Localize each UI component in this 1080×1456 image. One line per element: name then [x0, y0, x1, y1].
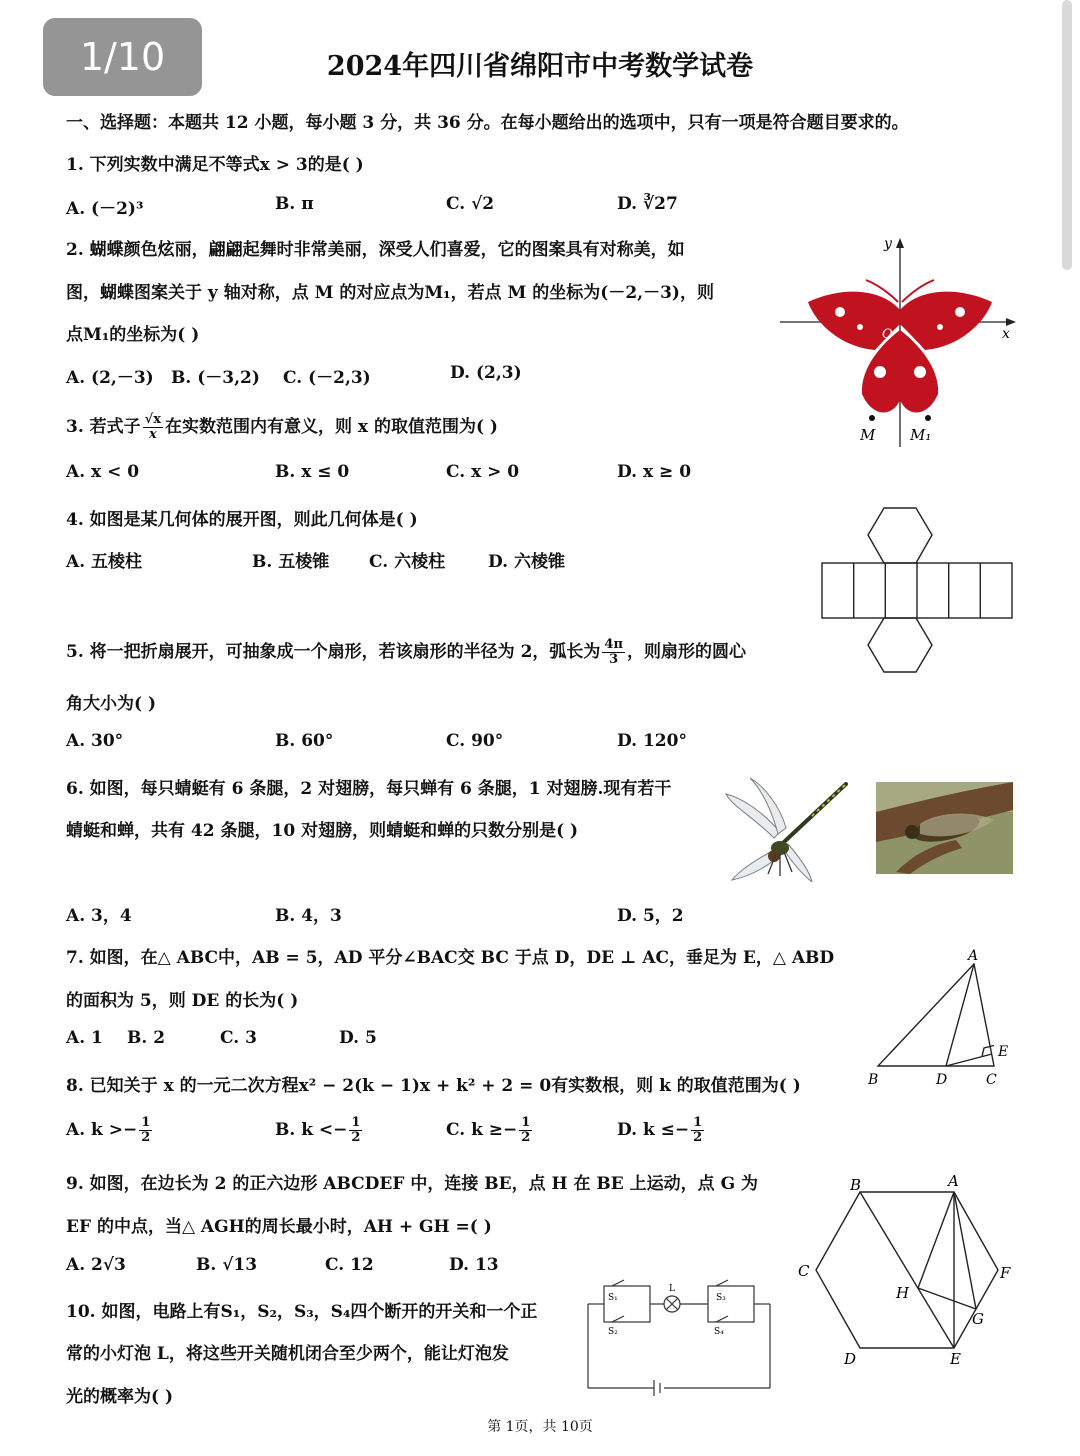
- fig7-label-d: D: [936, 1072, 948, 1088]
- q8-option-a-fraction: [139, 1116, 152, 1145]
- q4-option-c: C. 六棱柱: [369, 552, 446, 572]
- q7-option-b: B. 2: [127, 1028, 166, 1048]
- q5-option-d: D. 120°: [617, 731, 687, 751]
- q3-option-a: A. x < 0: [66, 462, 140, 482]
- q8-stem: 8. 已知关于 x 的一元二次方程x² − 2(k − 1)x + k² + 2 = 0有实数根，则 k 的取值范围为( ): [66, 1076, 801, 1096]
- fig9-label-e: E: [950, 1350, 961, 1368]
- q7-option-d: D. 5: [339, 1028, 377, 1048]
- q5-stem-a: 5. 将一把折扇展开，可抽象成一个扇形，若该扇形的半径为 2，弧长为: [66, 642, 601, 662]
- q8-option-a-den: 2: [141, 1130, 151, 1145]
- q3-fraction-num: √x: [144, 412, 161, 427]
- fig10-label-s4: S₄: [714, 1327, 724, 1337]
- q2-option-b: B. (－3,2): [171, 368, 260, 388]
- q8-option-a-num: 1: [141, 1115, 151, 1130]
- fig2-x-label: x: [1002, 326, 1010, 342]
- fig10-label-s1: S₁: [608, 1293, 618, 1303]
- fig7-label-c: C: [986, 1072, 997, 1088]
- fig2-m1-label: M₁: [910, 426, 932, 444]
- q2-option-a: A. (2,－3): [66, 368, 154, 388]
- q8-option-d-den: 2: [693, 1130, 703, 1145]
- q1-option-d: D. ∛27: [617, 194, 678, 214]
- q4-stem: 4. 如图是某几何体的展开图，则此几何体是( ): [66, 510, 418, 530]
- q9-option-b: B. √13: [196, 1255, 258, 1275]
- circuit-figure: [584, 1276, 774, 1396]
- page-title: 2024年四川省绵阳市中考数学试卷: [326, 51, 754, 82]
- fig2-m-label: M: [860, 426, 876, 444]
- q3-option-b: B. x ≤ 0: [275, 462, 350, 482]
- q4-option-d: D. 六棱锥: [488, 552, 565, 572]
- q1-option-c: C. √2: [446, 194, 495, 214]
- q9-option-c: C. 12: [325, 1255, 374, 1275]
- section-heading: 一、选择题：本题共 12 小题，每小题 3 分，共 36 分。在每小题给出的选项中，只有一项是符合题目要求的。: [66, 113, 909, 133]
- fig9-label-c: C: [798, 1262, 810, 1280]
- fig2-origin-label: O: [882, 327, 893, 342]
- q8-option-d-fraction: [691, 1116, 704, 1145]
- q3-option-d: D. x ≥ 0: [617, 462, 692, 482]
- q5-option-b: B. 60°: [275, 731, 334, 751]
- fig10-label-s2: S₂: [608, 1327, 618, 1337]
- fig9-label-a: A: [948, 1172, 959, 1190]
- q3-stem-a: 3. 若式子: [66, 417, 141, 437]
- q5-option-c: C. 90°: [446, 731, 504, 751]
- hexagon-figure: [790, 1168, 1020, 1368]
- q9-option-a: A. 2√3: [66, 1255, 126, 1275]
- q7-option-c: C. 3: [220, 1028, 257, 1048]
- fig9-label-g: G: [972, 1310, 984, 1328]
- page-indicator-badge: 1/10: [43, 18, 202, 96]
- q8-option-b-den: 2: [351, 1130, 361, 1145]
- fig2-y-label: y: [884, 236, 892, 252]
- q7-option-a: A. 1: [66, 1028, 103, 1048]
- q6-line-2: 蜻蜓和蝉，共有 42 条腿，10 对翅膀，则蜻蜓和蝉的只数分别是( ): [66, 821, 579, 841]
- q8-option-d: [617, 1116, 704, 1145]
- q7-line-1: 7. 如图，在△ ABC中，AB = 5，AD 平分∠BAC交 BC 于点 D，DE ⊥ AC，垂足为 E，△ ABD: [66, 948, 835, 968]
- fig10-label-s3: S₃: [716, 1293, 726, 1303]
- q9-option-d: D. 13: [449, 1255, 499, 1275]
- q1-option-a: A. (－2)³: [66, 199, 144, 219]
- q8-option-d-prefix: D. k ≤−: [617, 1120, 690, 1140]
- q5-fraction: [602, 638, 625, 667]
- q8-option-b-prefix: B. k <−: [275, 1120, 348, 1140]
- q10-line-1: 10. 如图，电路上有S₁，S₂，S₃，S₄四个断开的开关和一个正: [66, 1302, 538, 1322]
- q6-option-d: D. 5，2: [617, 906, 684, 926]
- q7-line-2: 的面积为 5，则 DE 的长为( ): [66, 991, 299, 1011]
- q9-line-2: EF 的中点，当△ AGH的周长最小时，AH + GH =( ): [66, 1217, 492, 1237]
- q2-option-c: C. (－2,3): [283, 368, 371, 388]
- q5-line-2: 角大小为( ): [66, 694, 157, 714]
- triangle-abc-figure: [860, 942, 1020, 1092]
- q4-option-a: A. 五棱柱: [66, 552, 143, 572]
- q10-line-3: 光的概率为( ): [66, 1387, 174, 1407]
- q8-option-c-prefix: C. k ≥−: [446, 1120, 518, 1140]
- prism-net-figure: [818, 502, 1018, 680]
- dragonfly-image: [722, 776, 852, 882]
- fig9-label-d: D: [844, 1350, 857, 1368]
- cicada-image: [876, 782, 1013, 874]
- q3-fraction: [143, 413, 163, 442]
- q5-stem-b: ，则扇形的圆心: [626, 642, 746, 662]
- q9-line-1: 9. 如图，在边长为 2 的正六边形 ABCDEF 中，连接 BE，点 H 在 BE 上运动，点 G 为: [66, 1174, 759, 1194]
- q8-option-c: [446, 1116, 532, 1145]
- q2-line-2: 图，蝴蝶图案关于 y 轴对称，点 M 的对应点为M₁，若点 M 的坐标为(－2,－3)，则: [66, 283, 714, 303]
- q3-stem: [66, 412, 498, 442]
- q8-option-a: [66, 1116, 152, 1145]
- q3-stem-b: 在实数范围内有意义，则 x 的取值范围为( ): [164, 417, 498, 437]
- q8-option-b-num: 1: [351, 1115, 361, 1130]
- q2-line-1: 2. 蝴蝶颜色炫丽，翩翩起舞时非常美丽，深受人们喜爱，它的图案具有对称美，如: [66, 240, 685, 260]
- fig7-label-b: B: [868, 1072, 879, 1088]
- q3-option-c: C. x > 0: [446, 462, 520, 482]
- q2-option-d: D. (2,3): [450, 363, 522, 383]
- q6-line-1: 6. 如图，每只蜻蜓有 6 条腿，2 对翅膀，每只蝉有 6 条腿，1 对翅膀.现有若干: [66, 779, 672, 799]
- q3-fraction-den: x: [148, 427, 157, 442]
- q10-line-2: 常的小灯泡 L，将这些开关随机闭合至少两个，能让灯泡发: [66, 1344, 509, 1364]
- fig7-label-a: A: [968, 948, 979, 964]
- fig9-label-b: B: [850, 1176, 862, 1194]
- q8-option-a-prefix: A. k >−: [66, 1120, 138, 1140]
- q5-fraction-num: 4π: [604, 637, 623, 652]
- q1-stem: 1. 下列实数中满足不等式x > 3的是( ): [66, 155, 364, 175]
- q5-fraction-den: 3: [609, 652, 619, 667]
- q2-line-3: 点M₁的坐标为( ): [66, 325, 200, 345]
- q5-stem: [66, 637, 746, 667]
- q4-option-b: B. 五棱锥: [252, 552, 330, 572]
- butterfly-figure: [780, 232, 1020, 452]
- q8-option-b: [275, 1116, 362, 1145]
- q8-option-c-num: 1: [521, 1115, 531, 1130]
- fig9-label-f: F: [1000, 1264, 1011, 1282]
- page-footer: 第 1页，共 10页: [487, 1419, 593, 1435]
- fig9-label-h: H: [896, 1284, 910, 1302]
- q8-option-c-fraction: [519, 1116, 532, 1145]
- q6-option-b: B. 4，3: [275, 906, 342, 926]
- q1-option-b: B. π: [275, 194, 314, 214]
- q6-option-a: A. 3，4: [66, 906, 132, 926]
- q8-option-b-fraction: [349, 1116, 362, 1145]
- fig7-label-e: E: [998, 1044, 1009, 1060]
- q5-option-a: A. 30°: [66, 731, 124, 751]
- scrollbar[interactable]: [1062, 0, 1072, 270]
- fig10-label-l: L: [669, 1284, 675, 1294]
- q8-option-d-num: 1: [693, 1115, 703, 1130]
- q8-option-c-den: 2: [521, 1130, 531, 1145]
